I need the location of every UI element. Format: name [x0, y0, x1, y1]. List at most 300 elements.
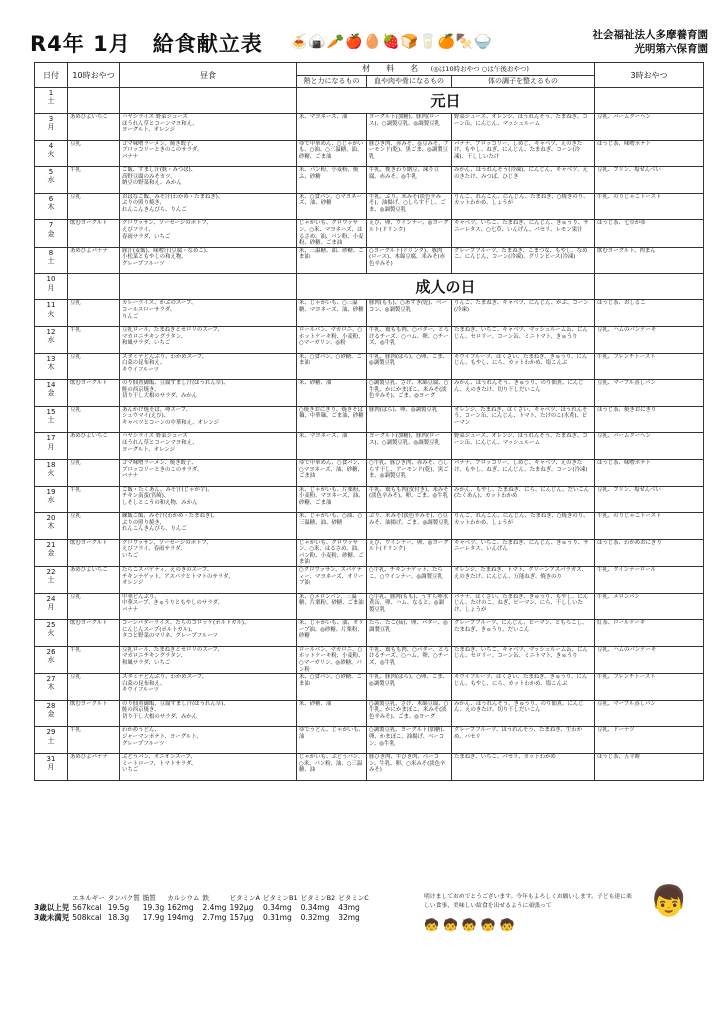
lunch-dish: チキン南蛮(宮崎)、 — [122, 493, 170, 500]
ingredients-energy: ゆで中華めん、○食パン、○マヨネーズ、油、砂糖、ごま油 — [297, 459, 367, 486]
day-cell — [35, 433, 68, 460]
pm-snack: ほうじ茶、五平餅 — [595, 754, 704, 781]
pm-snack — [595, 274, 704, 300]
lunch-dish: えびフライ、春雨サラダ、 — [122, 546, 186, 553]
am-snack: 飲むヨーグルト — [68, 700, 120, 727]
day-weekday: 金 — [47, 710, 55, 719]
lunch — [120, 406, 297, 433]
ingredients-vitamin: バナナ、ブロッコリー、しめじ、キャベツ、えのきたけ、もやし、ねぎ、にんじん、たまねぎ、コーン(冷凍) — [452, 459, 595, 486]
am-snack: 飲むヨーグルト — [68, 539, 120, 566]
day-row — [35, 727, 704, 754]
nutrient-value: 43mg — [338, 903, 360, 912]
pm-snack: 豆乳、ハムのパンケーキ — [595, 646, 704, 673]
organization-name — [593, 28, 709, 56]
col-ingredients — [297, 63, 595, 76]
lunch — [120, 754, 297, 781]
nutrient-value: 194mg — [167, 913, 194, 922]
day-number: 11 — [46, 301, 56, 310]
lunch — [120, 620, 297, 647]
col-green: 体の調子を整えるもの — [452, 76, 595, 88]
lunch-dish: グレープフルーツ — [122, 740, 165, 747]
lunch-dish: 切り干し大根のサラダ、みかん — [122, 714, 198, 720]
ingredients-protein: ぶり、米みそ(淡色辛みそ)、○豆みそ、油揚げ、ごま、◎調製豆乳 — [367, 513, 452, 540]
lunch-dish: 納豆の野菜和え、みかん — [122, 180, 182, 187]
day-number: 4 — [48, 141, 54, 150]
lunch-dish: いちご — [122, 552, 139, 559]
day-number: 12 — [46, 327, 56, 336]
am-snack: 豆乳 — [68, 353, 120, 380]
lunch-dish: しそしとこうの和え物、みかん — [122, 499, 198, 506]
ingredients-energy: 米、パン粉、小麦粉、焼ふ、砂糖 — [297, 167, 367, 194]
lunch-dish: 豚汁(麦飯)、味噌汁(豆腐・なめこ)、 — [122, 247, 212, 254]
day-number: 27 — [46, 675, 56, 684]
lunch-dish: にんじんスープ(ポルトガル)、 — [122, 626, 196, 633]
nutrient-name: 脂質 — [142, 894, 156, 902]
pm-snack: ほうじ茶、わかめおにぎり — [595, 539, 704, 566]
lunch-dish: 豆乳ロール、たまねぎとセロリのスープ、 — [122, 646, 223, 653]
day-number: 25 — [46, 621, 56, 630]
day-cell — [35, 274, 68, 300]
ingredients-energy: 米、じゃがいも、油、オリーブ油、◎砂糖、片栗粉、砂糖 — [297, 620, 367, 647]
day-weekday: 月 — [47, 442, 55, 451]
ingredients-vitamin: たまねぎ、いちご、キャベツ、マッシュルーム缶、にんじん、セロリー、コーン缶、ミニトマト、きゅうり — [452, 646, 595, 673]
lunch-dish: ぶりの照り焼き、 — [122, 519, 165, 526]
ingredients-energy: じゃがいも、クロワッサン、○米、マヨネーズ、はるさめ、油、パン粉、小麦粉、砂糖、ごま油 — [297, 220, 367, 247]
day-cell — [35, 727, 68, 754]
ingredients-vitamin: オレンジ、たまねぎ、トマト、グリーンアスパラガス、えのきたけ、にんじん、万能ねぎ、焼きのり — [452, 567, 595, 594]
ingredients-protein: えび、ウインナー、卵、◎ヨーグルト(ドリンク) — [367, 539, 452, 566]
pm-snack: 牛乳、クインナーロール — [595, 567, 704, 594]
ingredients-energy: 米、じゃがいも、片栗粉、小麦粉、マヨネーズ、油、砂糖、ごま油 — [297, 486, 367, 513]
ingredients-protein: えび、卵、ウインナー、◎ヨーグルト(ドリンク) — [367, 220, 452, 247]
day-cell — [35, 193, 68, 220]
day-weekday: 月 — [47, 763, 55, 772]
day-number: 28 — [46, 701, 56, 710]
ingredients-energy: ロールパン、マカロニ、○ホットケーキ粉、小麦粉、○マーガリン、◎粉 — [297, 326, 367, 353]
day-row — [35, 593, 704, 620]
lunch-dish: 白菜の昆布和え、 — [122, 680, 166, 687]
day-cell — [35, 140, 68, 167]
nutrient-value: 19.3g — [142, 903, 165, 912]
ingredients-protein: ヨーグルト(加糖)、豚肉(ロース)、○調製豆乳、◎調製豆乳 — [367, 114, 452, 141]
page-header — [12, 26, 712, 62]
ingredients-vitamin: オレンジ、たまねぎ、はくさい、キャベツ、ほうれんそう、コーン缶、にんじん、トマト、たけのこ(水煮)、ピーマン — [452, 406, 595, 433]
ingredients-vitamin: キャベツ、いちご、たまねぎ、にんじん、きゅうり、サニーレタス、○七草、いんげん、パセリ、レモン果汁 — [452, 220, 595, 247]
ingredients-vitamin: みかん、ほうれんそう(冷凍)、にんじん、キャベツ、えのきたけ、みつば、ひじき — [452, 167, 595, 194]
lunch-dish: 和風サラダ、いちご — [122, 340, 171, 347]
day-cell — [35, 406, 68, 433]
day-row — [35, 326, 704, 353]
lunch-dish: ゴマ味噌ラーメン、焼き餃子、 — [122, 140, 197, 147]
ingredients-energy: ゆでうどん、じゃがいも、油 — [297, 727, 367, 754]
lunch-dish: 鮭の西京焼き、 — [122, 386, 160, 393]
lunch-dish: 豆乳ロール、たまねぎとセロリのスープ、 — [122, 326, 223, 333]
lunch-dish: りんご — [122, 313, 139, 320]
lunch — [120, 326, 297, 353]
day-cell — [35, 300, 68, 327]
lunch-dish: クロワッサン、ソーセージのポトフ、 — [122, 539, 212, 546]
day-number: 1 — [48, 89, 54, 97]
pm-snack: ほうじ茶、七草がゆ — [595, 220, 704, 247]
lunch-dish: 練飯ご飯、みそ汁(わかめ・たまねぎ)、 — [122, 513, 218, 520]
lunch-dish: キウイフルーツ — [122, 687, 159, 694]
lunch — [120, 140, 297, 167]
day-number: 7 — [48, 221, 54, 230]
lunch — [120, 513, 297, 540]
day-row — [35, 567, 704, 594]
day-row — [35, 114, 704, 141]
day-row — [35, 486, 704, 513]
lunch-dish: コールスローサラダ、 — [122, 306, 176, 313]
day-number: 29 — [46, 728, 56, 737]
am-snack: 豆乳 — [68, 593, 120, 620]
lunch — [120, 700, 297, 727]
am-snack — [68, 88, 120, 114]
day-weekday: 水 — [47, 656, 55, 665]
day-weekday: 火 — [47, 309, 55, 318]
lunch — [120, 593, 297, 620]
col-pm-snack: 3時おやつ — [595, 63, 704, 88]
ingredients-energy: 米、○食パン、○マヨネーズ、油、砂糖 — [297, 193, 367, 220]
lunch-dish: バナナ — [122, 473, 139, 480]
lunch-dish: クロワッサン、ソーセージのポトフ、 — [122, 220, 212, 227]
am-snack: 豆乳 — [68, 140, 120, 167]
food-illustrations: 🍝🍙🥕🍎🥚🍓🍞🥛🍊🍢🍚 — [290, 34, 493, 50]
lunch-dish: ブロッコリーときのこのサラダ、 — [122, 147, 203, 154]
am-snack: 牛乳 — [68, 727, 120, 754]
lunch-dish: 春雨サラダ、いちご — [122, 233, 171, 240]
ingredients-vitamin: たまねぎ、いちご、キャベツ、マッシュルーム缶、にんじん、セロリー、コーン缶、ミニトマト、きゅうり — [452, 326, 595, 353]
col-date: 日付 — [35, 63, 68, 88]
ingredients-protein: ○調製豆乳、さけ、木綿豆腐、○牛乳、かにかまぼこ、米みそ(淡色辛みそ)、ごま、◎ヨーグ — [367, 700, 452, 727]
day-row — [35, 433, 704, 460]
ingredients-energy: 米、マヨネーズ、油 — [297, 114, 367, 141]
day-weekday: 月 — [47, 123, 55, 132]
nutrient-name: タンパク質 — [107, 894, 140, 902]
pm-snack: 飲むヨーグルト、肉まん — [595, 247, 704, 274]
day-weekday: 土 — [47, 576, 55, 585]
holiday-label: 元日 — [297, 88, 595, 114]
pm-snack: 牛乳、のりじゃこトースト — [595, 193, 704, 220]
day-cell — [35, 353, 68, 380]
day-row — [35, 620, 704, 647]
ingredients-vitamin: みかん、ほうれんそう、きゅうり、のり佃煮、にんじん、えのきたけ、切り干しだいこん — [452, 700, 595, 727]
day-weekday: 水 — [47, 336, 55, 345]
ingredients-vitamin: グレープフルーツ、たまねぎ、こまつな、もやし、なめこ、にんじん、コーン(冷凍)、グリンピース(冷凍) — [452, 247, 595, 274]
lunch-dish: えびフライ、 — [122, 226, 154, 233]
ingredients-vitamin: りんご、たまねぎ、キャベツ、にんじん、かぶ、コーン(冷凍) — [452, 300, 595, 327]
day-weekday: 土 — [47, 256, 55, 265]
ingredients-vitamin: バナナ、ブロッコリー、しめじ、キャベツ、えのきたけ、もやし、ねぎ、にんじん、たまねぎ、コーン(冷凍)、干ししいたけ — [452, 140, 595, 167]
lunch-dish: のり佃煮御飯、豆腐すまし汁(ほうれん草)、 — [122, 380, 229, 387]
ingredients-energy: 米、三温糖、油、砂糖、ごま油 — [297, 247, 367, 274]
org-line-1: 社会福祉法人多摩養育園 — [592, 29, 708, 41]
lunch-dish: ハヤシライス 野菜ジュース — [122, 433, 188, 440]
day-weekday: 金 — [47, 229, 55, 238]
lunch-dish: オレンジ — [122, 580, 144, 587]
day-cell — [35, 646, 68, 673]
ingredients-energy: 米、じゃがいも、○油、○三温糖、油、砂糖 — [297, 513, 367, 540]
nutrient-value: 18.3g — [107, 913, 130, 922]
lunch-dish: キウイフルーツ — [122, 366, 159, 373]
day-weekday: 月 — [47, 283, 55, 292]
nutrient-value: 0.32mg — [300, 913, 330, 922]
age-group-label: 3歳未満児 — [34, 913, 70, 922]
nutrient-name: エネルギー — [72, 894, 105, 902]
pm-snack: 牛乳、のりじゃこトースト — [595, 513, 704, 540]
col-am-snack: 10時おやつ — [68, 63, 120, 88]
lunch-dish: グレープフルーツ — [122, 260, 165, 267]
lunch-dish: ご飯、すまし汁(麩・みつば)、 — [122, 167, 197, 174]
org-line-2: 光明第六保育園 — [634, 43, 708, 55]
ingredients-vitamin: りんご、れんこん、にんじん、たまねぎ、○焼きのり、カットわかめ、しょうが — [452, 513, 595, 540]
pm-snack: 豆乳、ドーナツ — [595, 727, 704, 754]
pm-snack: 牛乳、フレンチトースト — [595, 353, 704, 380]
day-weekday: 火 — [47, 149, 55, 158]
lunch — [120, 539, 297, 566]
nutrient-value: 567kcal — [72, 903, 102, 912]
ingredients-energy: じゃがいも、ぶどうパン、○米、パン粉、油、○三温糖、油 — [297, 754, 367, 781]
ingredients-energy: ○クロワッサン、スパゲティー、マヨネーズ、オリーブ油 — [297, 567, 367, 594]
day-cell — [35, 88, 68, 114]
nutrition-table — [34, 893, 374, 923]
lunch — [120, 459, 297, 486]
day-number: 31 — [46, 755, 56, 763]
lunch-dish: スタミナどんぶり、わかめスープ、 — [122, 674, 208, 681]
nutrient-name: 鉄 — [202, 894, 210, 902]
lunch-dish: ジャーマンポテト、ヨーグルト、 — [122, 734, 202, 740]
day-number: 3 — [48, 115, 54, 123]
lunch-dish: ぶりの照り焼き、 — [122, 200, 165, 207]
children-illustration: 🧒🧒🧒🧒🧒 — [424, 918, 519, 932]
ingredients-vitamin: みかん、ほうれんそう、きゅうり、のり佃煮、にんじん、えのきたけ、切り干しだいこん — [452, 380, 595, 407]
pm-snack: 豆乳、プリン、塩せんべい — [595, 167, 704, 194]
am-snack: 豆乳 — [68, 193, 120, 220]
lunch — [120, 567, 297, 594]
lunch-dish: いちご — [122, 767, 139, 774]
lunch-dish: カレーライス、かぶのスープ、 — [122, 300, 197, 307]
lunch — [120, 167, 297, 194]
nutrient-value: 0.34mg — [262, 903, 292, 912]
lunch-dish: のり佃煮御飯、豆腐すまし汁(ほうれん草)、 — [122, 700, 229, 707]
ingredients-vitamin: キャベツ、いちご、たまねぎ、にんじん、きゅうり、サニーレタス、いんげん — [452, 539, 595, 566]
lunch-dish: 高野豆腐のみそカツ、 — [122, 173, 176, 180]
lunch-dish: バナナ — [122, 606, 139, 613]
nutrient-value: 2.4mg — [202, 903, 227, 912]
day-row — [35, 220, 704, 247]
ingredients-protein: 牛乳、鶏もも肉(皮付き)、米みそ(淡色辛みそ)、卵、ごま、◎牛乳 — [367, 486, 452, 513]
am-snack: 牛乳 — [68, 167, 120, 194]
lunch-dish: わかめうどん、 — [122, 727, 161, 734]
lunch-dish: ヨーグルト、オレンジ — [122, 446, 175, 453]
nutrient-name: カルシウム — [167, 894, 200, 902]
lunch — [120, 88, 297, 114]
pm-snack: 豆乳、プリン、塩せんべい — [595, 486, 704, 513]
day-cell — [35, 567, 68, 594]
ingredients-vitamin: キウイフルーツ、はくさい、たまねぎ、きゅうり、にんじん、もやし、にら、カットわかめ、塩こんぶ — [452, 674, 595, 701]
menu-body — [35, 88, 704, 781]
am-snack: あめびよバナナ — [68, 247, 120, 274]
lunch — [120, 380, 297, 407]
lunch — [120, 220, 297, 247]
pm-snack: 豆乳、バームクーヘン — [595, 114, 704, 141]
lunch — [120, 300, 297, 327]
lunch — [120, 247, 297, 274]
ingredients-energy: 米、○食パン、○砂糖、ごま油 — [297, 353, 367, 380]
nutrient-value: 2.7mg — [202, 913, 227, 922]
day-weekday: 金 — [47, 548, 55, 557]
ingredients-vitamin: キウイフルーツ、はくさい、たまねぎ、きゅうり、にんじん、もやし、にら、カットわかめ、塩こんぶ — [452, 353, 595, 380]
lunch-dish: ミートローフ、トマトサラダ、 — [122, 760, 197, 767]
lunch-dish: コーンバターライス、たらのコロッケ(ポルトガル)、 — [122, 620, 250, 627]
ingredients-energy: じゃがいも、クロワッサン、○米、はるさめ、油、パン粉、小麦粉、砂糖、ごま油 — [297, 539, 367, 566]
day-weekday: 土 — [47, 736, 55, 745]
day-weekday: 金 — [47, 389, 55, 398]
pm-snack: ほうじ茶、味噌ポテト — [595, 140, 704, 167]
ingredients-protein: 豚肉(もも)、○あずき(乾)、ベーコン、◎調製豆乳 — [367, 300, 452, 327]
ingredients-energy: ゆで中華めん、○じゃがいも、○油、○三温糖、油、砂糖、ごま油 — [297, 140, 367, 167]
nutrient-value: 0.31mg — [262, 913, 292, 922]
lunch-dish: ゴマ味噌ラーメン、焼き餃子、 — [122, 459, 197, 466]
ingredients-legend: (◎は10時おやつ ○は午後おやつ) — [430, 65, 529, 73]
lunch-dish: おばなご飯、みそ汁(わかめ・たまねぎ)、 — [122, 193, 224, 200]
ingredients-protein: ヨーグルト(加糖)、豚肉(ロース)、○調製豆乳、◎調製豆乳 — [367, 433, 452, 460]
col-yellow: 血や肉や骨になるもの — [367, 76, 452, 88]
lunch — [120, 353, 297, 380]
day-cell — [35, 486, 68, 513]
day-cell — [35, 620, 68, 647]
day-cell — [35, 220, 68, 247]
pm-snack: ほうじ茶、焼きおにぎり — [595, 406, 704, 433]
boy-illustration: 👦 — [650, 884, 688, 919]
ingredients-protein: たら、たこ(茹)、卵、バター、◎調製豆乳 — [367, 620, 452, 647]
day-cell — [35, 539, 68, 566]
am-snack: 豆乳 — [68, 674, 120, 701]
day-row — [35, 513, 704, 540]
age-group-label: 3歳以上児 — [34, 903, 70, 912]
lunch — [120, 193, 297, 220]
am-snack: あめびよいちご — [68, 114, 120, 141]
ingredients-protein: 牛乳、鶏もも肉、○バター、とろけるチーズ、○ハム、卵、○チーズ、◎牛乳 — [367, 646, 452, 673]
day-weekday: 土 — [47, 97, 55, 106]
day-number: 6 — [48, 194, 54, 203]
am-snack: 豆乳 — [68, 459, 120, 486]
am-snack: 飲むヨーグルト — [68, 380, 120, 407]
nutrient-name: ビタミンC — [338, 894, 369, 902]
menu-table — [34, 62, 704, 781]
lunch-dish: シュウマイ(えび)、 — [122, 413, 170, 420]
day-row — [35, 646, 704, 673]
day-cell — [35, 459, 68, 486]
day-row — [35, 193, 704, 220]
pm-snack: 豆乳、マーブル蒸しパン — [595, 380, 704, 407]
day-number: 21 — [46, 540, 56, 549]
ingredients-protein: ○調製豆乳、ヨーグルト(加糖)、卵、かまぼこ、油揚げ、ベーコン、◎牛乳 — [367, 727, 452, 754]
day-number: 5 — [48, 168, 54, 177]
day-row — [35, 274, 704, 300]
day-number: 22 — [46, 568, 56, 577]
day-weekday: 火 — [47, 629, 55, 638]
ingredients-energy: 米、じゃがいも、○三温糖、マヨネーズ、油、砂糖 — [297, 300, 367, 327]
day-number: 19 — [46, 487, 56, 496]
ingredients-protein: ○牛乳、チキンナゲット、たらこ、○ウインナー、◎調製豆乳 — [367, 567, 452, 594]
lunch — [120, 646, 297, 673]
ingredients-energy: 米、○メロンパン、三温糖、片栗粉、砂糖、ごま油 — [297, 593, 367, 620]
nutrient-name: ビタミンB1 — [262, 894, 298, 902]
day-row — [35, 406, 704, 433]
am-snack: 牛乳 — [68, 646, 120, 673]
pm-snack: ほうじ茶、味噌ポテト — [595, 459, 704, 486]
am-snack: あめびよいちご — [68, 433, 120, 460]
day-weekday: 木 — [47, 202, 55, 211]
lunch-dish: タコと野菜のマリネ、グレープフルーツ — [122, 633, 218, 640]
pm-snack: 紅茶、ロールケーキ — [595, 620, 704, 647]
lunch-dish: 中華スープ、きゅうりともやしのサラダ、 — [122, 600, 224, 607]
day-row — [35, 88, 704, 114]
lunch — [120, 727, 297, 754]
nutrient-value: 0.34mg — [300, 903, 330, 912]
holiday-label: 成人の日 — [297, 274, 595, 300]
ingredients-energy: ロールパン、マカロニ、○ホットケーキ粉、小麦粉、○マーガリン、◎砂糖、パン粉 — [297, 646, 367, 673]
lunch-dish: ぶどうパン、オニオンスープ、 — [122, 754, 196, 760]
day-row — [35, 539, 704, 566]
nutrient-value: 19.5g — [107, 903, 130, 912]
nutrition-row-under3 — [34, 913, 372, 923]
am-snack: あめびよいちご — [68, 567, 120, 594]
day-cell — [35, 247, 68, 274]
ingredients-vitamin: りんご、れんこん、にんじん、たまねぎ、○焼きのり、カットわかめ、しょうが — [452, 193, 595, 220]
lunch-dish: ハヤシライス 野菜ジュース — [122, 114, 188, 120]
day-number: 15 — [46, 407, 56, 416]
day-cell — [35, 167, 68, 194]
ingredients-protein: 牛乳、鶏もも肉、○バター、とろけるチーズ、○ハム、卵、○チーズ、◎牛乳 — [367, 326, 452, 353]
nutrient-name: ビタミンB2 — [300, 894, 336, 902]
lunch — [120, 674, 297, 701]
pm-snack: 豆乳、マーブル蒸しパン — [595, 700, 704, 727]
ingredients-protein: 豚ひき肉、赤みそ、◎豆みそ、アーモンド(乾)、黒ごま、◎調製豆乳 — [367, 140, 452, 167]
day-row — [35, 674, 704, 701]
lunch-dish: チキンナゲット、アスパラとトマトのサラダ、 — [122, 573, 234, 580]
ingredients-vitamin: みかん、もやし、たまねぎ、にら、にんじん、だいこん(たくあん)、カットわかめ — [452, 486, 595, 513]
day-number: 24 — [46, 594, 56, 603]
ingredients-vitamin: バナナ、はくさい、たまねぎ、きゅうり、もやし、にんじん、たけのこ、ねぎ、ピーマン、にら、干ししいたけ、しょうが — [452, 593, 595, 620]
day-row — [35, 754, 704, 781]
day-weekday: 木 — [47, 522, 55, 531]
nutrient-value: 508kcal — [72, 913, 102, 922]
day-cell — [35, 326, 68, 353]
day-row — [35, 459, 704, 486]
ingredients-protein: 豚ひき肉、牛ひき肉、ベーコン、牛乳、卵、○米みそ(淡色辛みそ) — [367, 754, 452, 781]
lunch — [120, 114, 297, 141]
day-weekday: 月 — [47, 602, 55, 611]
lunch-dish: 切り干し大根のサラダ、みかん — [122, 393, 198, 400]
greeting-note: 明けましておめでとうございます。今年もよろしくお願いします。子ども達に楽しい食事、美味しい給食を出せるように頑張って — [424, 894, 632, 909]
nutrient-value: 17.9g — [142, 913, 165, 922]
nutrient-value: 157μg — [229, 913, 254, 922]
am-snack: 牛乳 — [68, 486, 120, 513]
ingredients-protein: ○調製豆乳、さけ、木綿豆腐、○牛乳、かにかまぼこ、米みそ(淡色辛みそ)、ごま、◎ヨーグ — [367, 380, 452, 407]
lunch-dish: ヨーグルト、オレンジ — [122, 127, 175, 134]
day-number: 26 — [46, 647, 56, 656]
ingredients-vitamin: グレープフルーツ、にんじん、ピーマン、ともろこし、たまねぎ、きゅうり、だいこん — [452, 620, 595, 647]
ingredients-vitamin: グレープフルーツ、ほうれんそう、たまねぎ、生わかめ、パセリ — [452, 727, 595, 754]
lunch-dish: マカロニチキングラタン、 — [122, 333, 187, 340]
ingredients-protein: ○牛乳、豚肉(もも)、うずら卵水煮缶、卵、ハム、なると、◎調製豆乳 — [367, 593, 452, 620]
day-number: 10 — [46, 275, 56, 284]
lunch-dish: れんこんきんぴら、りんご — [122, 526, 187, 533]
lunch-dish: 白菜の昆布和え、 — [122, 360, 166, 367]
lunch-dish: れんこんきんぴら、りんご — [122, 206, 187, 213]
